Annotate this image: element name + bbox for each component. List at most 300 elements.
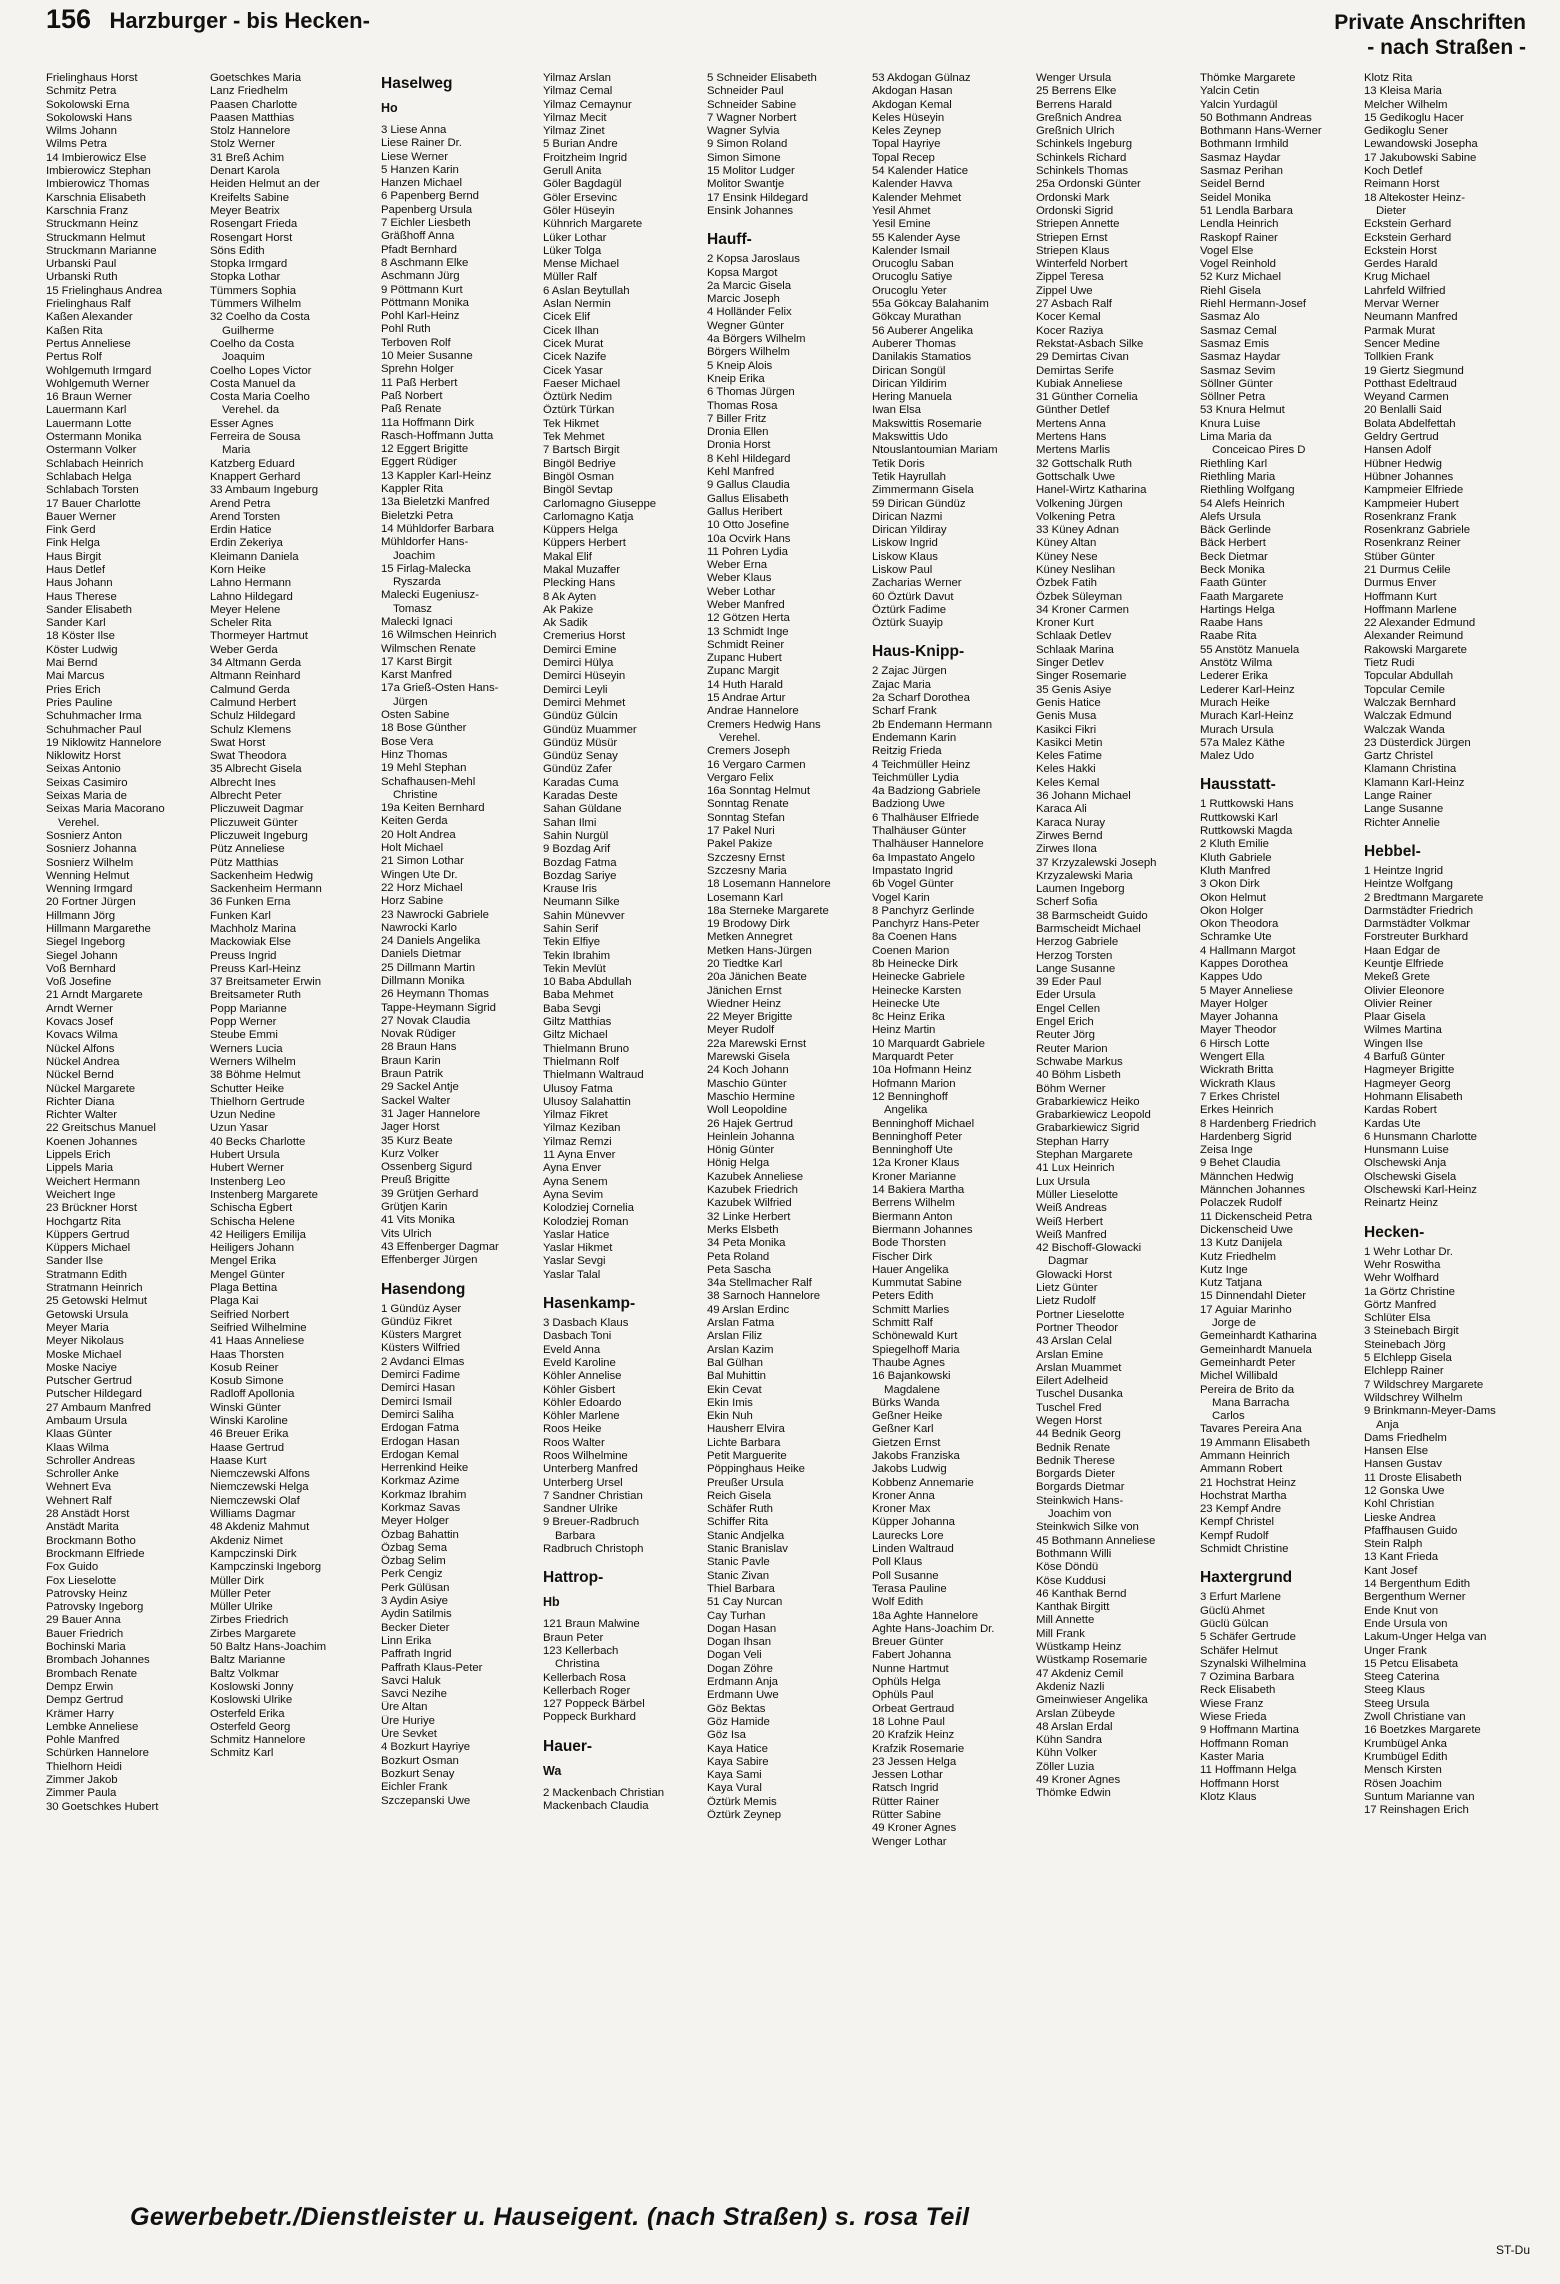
directory-entry: Lederer Erika [1200,670,1268,683]
directory-entry: Krumbügel Edith [1364,1750,1448,1763]
directory-entry: Sonntag Stefan [707,811,785,824]
directory-entry: Popp Werner [210,1016,277,1029]
directory-entry: Thiel Barbara [707,1582,775,1595]
directory-column [381,72,535,2182]
directory-entry: Schmitt Ralf [872,1317,933,1330]
directory-column [46,72,200,2182]
directory-entry: Kosub Reiner [210,1361,279,1374]
directory-entry: 14 Imbierowicz Else [46,151,147,164]
directory-entry: Arslan Kazim [707,1343,774,1356]
directory-entry: Wenger Lothar [872,1835,947,1848]
directory-entry: Eckstein Gerhard [1364,218,1452,231]
directory-entry: Jakobs Franziska [872,1449,960,1462]
directory-entry: Jakobs Ludwig [872,1463,947,1476]
footer-note: Gewerbebetr./Dienstleister u. Hauseigent. (nach Straßen) s. rosa Teil [130,2203,970,2231]
directory-entry: Wenning Irmgard [46,883,133,896]
directory-entry: 22a Marewski Ernst [707,1037,807,1050]
directory-entry: 19a Keiten Bernhard [381,802,485,815]
directory-entry: Poll Susanne [872,1569,939,1582]
directory-entry: 49 Arslan Erdinc [707,1303,790,1316]
directory-entry: Heinecke Gabriele [872,971,965,984]
directory-entry: Kardas Ute [1364,1117,1421,1130]
directory-entry: Seixas Maria Macorano [46,803,165,816]
directory-entry: Bednik Renate [1036,1441,1111,1454]
directory-entry: Braun Patrik [381,1068,444,1081]
directory-entry: Savci Nezihe [381,1688,447,1701]
directory-entry: 14 Mühldorfer Barbara [381,522,494,535]
directory-entry: Ak Pakize [543,603,594,616]
directory-entry: 39 Eder Paul [1036,976,1102,989]
directory-entry: Erdogan Kemal [381,1448,459,1461]
directory-entry: 17 Pakel Nuri [707,825,775,838]
directory-entry: Schischa Egbert [210,1202,293,1215]
directory-entry: 19 Mehl Stephan [381,762,467,775]
directory-entry: Kühnrich Margarete [543,218,643,231]
directory-entry: Krafzik Rosemarie [872,1742,965,1755]
directory-entry: Paffrath Ingrid [381,1648,452,1661]
directory-entry: Dirican Songül [872,364,946,377]
directory-entry: Makal Muzaffer [543,563,620,576]
entry-continuation: Barbara [555,1529,596,1542]
directory-entry: Struckmann Marianne [46,244,157,257]
directory-entry: 59 Dirican Gündüz [872,497,966,510]
directory-entry: Eveld Anna [543,1343,601,1356]
directory-entry: Grabarkiewicz Sigrid [1036,1122,1140,1135]
directory-entry: Cay Turhan [707,1609,766,1622]
directory-entry: Wagner Sylvia [707,125,780,138]
directory-entry: Keles Hakki [1036,763,1096,776]
directory-entry: Makswittis Rosemarie [872,417,982,430]
directory-entry: Thaube Agnes [872,1356,945,1369]
directory-entry: Funken Karl [210,909,271,922]
entry-continuation: Jürgen [393,695,428,708]
directory-entry: Arslan Fatma [707,1317,775,1330]
directory-entry: Hauer Angelika [872,1263,949,1276]
directory-entry: Kardas Robert [1364,1104,1437,1117]
directory-entry: Tollkien Frank [1364,351,1434,364]
directory-entry: Singer Rosemarie [1036,670,1127,683]
street-heading: Haselweg [381,75,453,92]
directory-entry: Lauermann Karl [46,404,127,417]
directory-entry: Engel Erich [1036,1016,1094,1029]
directory-entry: Unterberg Ursel [543,1476,623,1489]
directory-entry: Bal Gülhan [707,1356,763,1369]
directory-entry: Haan Edgar de [1364,944,1440,957]
entry-continuation: Tomasz [393,602,432,615]
directory-entry: Werners Wilhelm [210,1055,296,1068]
directory-entry: Gmeinwieser Angelika [1036,1694,1148,1707]
directory-entry: Kalender Ismail [872,244,950,257]
directory-entry: Herzog Gabriele [1036,936,1119,949]
directory-entry: Bürks Wanda [872,1396,940,1409]
directory-entry: Sander Ilse [46,1255,104,1268]
directory-entry: Biermann Anton [872,1210,953,1223]
directory-entry: Sander Karl [46,617,106,630]
directory-entry: 55a Gökcay Balahanim [872,298,989,311]
directory-entry: Osterfeld Erika [210,1707,285,1720]
directory-entry: 21 Durmus Cełile [1364,563,1451,576]
directory-entry: Ensink Johannes [707,204,794,217]
directory-entry: Liskow Paul [872,563,933,576]
directory-entry: Kluth Manfred [1200,864,1271,877]
directory-entry: 7 Bartsch Birgit [543,444,620,457]
directory-entry: Köhler Gisbert [543,1383,616,1396]
directory-entry: 2 Kluth Emilie [1200,838,1269,851]
directory-entry: 20 Krafzik Heinz [872,1729,955,1742]
directory-entry: Bingöl Sevtap [543,484,613,497]
directory-entry: Richter Diana [46,1095,115,1108]
directory-entry: 12 Gonska Uwe [1364,1484,1445,1497]
directory-entry: 5 Mayer Anneliese [1200,984,1293,997]
directory-entry: 7 Biller Fritz [707,412,767,425]
directory-entry: Marewski Gisela [707,1051,790,1064]
directory-entry: Mertens Marlis [1036,444,1110,457]
directory-entry: Ossenberg Sigurd [381,1161,473,1174]
directory-entry: 121 Braun Malwine [543,1618,640,1631]
directory-entry: 35 Kurz Beate [381,1134,453,1147]
directory-entry: Rakowski Margarete [1364,643,1467,656]
directory-entry: 4 Bozkurt Hayriye [381,1741,471,1754]
directory-entry: 11 Dickenscheid Petra [1200,1210,1313,1223]
directory-entry: Auberer Thomas [872,337,956,350]
directory-entry: Costa Manuel da [210,377,296,390]
directory-entry: 15 Dinnendahl Dieter [1200,1290,1307,1303]
directory-entry: 6b Vogel Günter [872,878,954,891]
directory-entry: Weber Lothar [707,585,776,598]
directory-entry: Katzberg Eduard [210,457,295,470]
directory-entry: Kroner Kurt [1036,617,1094,630]
directory-entry: Arend Torsten [210,510,281,523]
directory-entry: Steeg Ursula [1364,1697,1430,1710]
directory-entry: Lippels Maria [46,1162,114,1175]
directory-entry: Lietz Günter [1036,1282,1098,1295]
directory-entry: Kreifelts Sabine [210,191,289,204]
directory-entry: Nückel Alfons [46,1042,115,1055]
directory-entry: Reich Gisela [707,1489,771,1502]
directory-entry: Hübner Hedwig [1364,457,1442,470]
directory-entry: Demirci Leyli [543,683,608,696]
directory-entry: 16 Vergaro Carmen [707,758,806,771]
directory-entry: Fabert Johanna [872,1649,952,1662]
directory-entry: Topal Hayriye [872,138,941,151]
directory-entry: Faath Margarete [1200,590,1284,603]
directory-entry: Arslan Muammet [1036,1361,1122,1374]
directory-entry: 23 Nawrocki Gabriele [381,908,489,921]
directory-entry: Kaya Sami [707,1769,762,1782]
directory-entry: Mervar Werner [1364,298,1440,311]
directory-entry: Hillmann Margarethe [46,923,151,935]
directory-entry: Giltz Matthias [543,1016,612,1029]
directory-entry: 10 Baba Abdullah [543,976,632,989]
directory-entry: 38 Sarnoch Hannelore [707,1290,820,1303]
directory-entry: Stanic Pavle [707,1556,770,1569]
directory-entry: Yalcin Yurdagül [1200,98,1278,111]
directory-entry: Köster Ludwig [46,643,118,656]
directory-entry: Kazubek Anneliese [707,1170,804,1183]
directory-entry: Ambaum Ursula [46,1414,128,1427]
directory-entry: Özbag Selim [381,1555,446,1568]
directory-entry: 35 Albrecht Gisela [210,763,302,776]
directory-entry: Ophüls Helga [872,1676,941,1689]
directory-entry: Zeisa Inge [1200,1144,1253,1157]
entry-continuation: Verehel. [58,816,100,829]
directory-entry: Mertens Hans [1036,431,1107,444]
directory-entry: Zimmer Jakob [46,1774,118,1786]
directory-entry: Pereira de Brito da [1200,1383,1295,1396]
directory-entry: Kutz Tatjana [1200,1277,1262,1290]
directory-entry: Szczesny Maria [707,864,787,877]
district-code: Ho [381,101,398,115]
directory-entry: Uzun Nedine [210,1109,276,1122]
directory-entry: Aydin Satilmis [381,1608,452,1621]
directory-entry: Lederer Karl-Heinz [1200,683,1295,696]
directory-entry: 43 Arslan Celal [1036,1335,1112,1348]
directory-entry: Öztürk Türkan [543,404,615,417]
directory-entry: 60 Öztürk Davut [872,590,954,603]
directory-entry: Ammann Robert [1200,1463,1283,1476]
directory-entry: Hoffmann Horst [1200,1777,1279,1790]
directory-entry: Pohl Ruth [381,323,431,336]
header-left [46,4,370,35]
directory-entry: Gartz Christel [1364,750,1433,763]
directory-entry: Pütz Matthias [210,856,279,869]
directory-entry: Gemeinhardt Peter [1200,1356,1296,1369]
directory-entry: Thormeyer Hartmut [210,630,308,643]
directory-entry: Endemann Karin [872,731,957,744]
directory-entry: Zajac Maria [872,678,931,691]
directory-entry: 22 Alexander Edmund [1364,617,1476,630]
directory-entry: 49 Kroner Agnes [1036,1774,1121,1786]
directory-entry: 34a Stellmacher Ralf [707,1277,812,1290]
directory-entry: 8 Hardenberg Friedrich [1200,1117,1317,1130]
directory-entry: 2 Mackenbach Christian [543,1786,665,1799]
directory-entry: 4 Holländer Felix [707,306,792,319]
directory-entry: Stüber Günter [1364,550,1435,563]
directory-entry: 2b Endemann Hermann [872,718,992,731]
directory-entry: Lahrfeld Wilfried [1364,284,1446,297]
directory-entry: Lewandowski Josepha [1364,138,1478,151]
directory-entry: Rosengart Horst [210,231,293,244]
directory-entry: Erdin Hatice [210,524,272,537]
directory-entry: Wehnert Eva [46,1481,112,1494]
directory-entry: Plaga Kai [210,1295,259,1308]
directory-entry: Steinkwich Hans- [1036,1494,1124,1507]
directory-entry: 1 Heintze Ingrid [1364,864,1443,877]
directory-entry: Rosenkranz Frank [1364,510,1457,523]
directory-entry: Osterfeld Georg [210,1720,291,1733]
directory-entry: Müller Lieselotte [1036,1188,1119,1201]
directory-entry: 53 Knura Helmut [1200,404,1285,417]
directory-entry: Tavares Pereira Ana [1200,1423,1302,1436]
directory-entry: 14 Bergenthum Edith [1364,1578,1471,1591]
directory-entry: Froitzheim Ingrid [543,151,627,164]
directory-entry: Demirci Hülya [543,657,614,670]
directory-entry: Schönewald Kurt [872,1330,958,1343]
directory-entry: Paß Norbert [381,389,443,402]
directory-entry: Bozdag Sariye [543,869,617,882]
directory-entry: Ntouslantoumian Mariam [872,444,998,457]
directory-entry: Lieske Andrea [1364,1511,1436,1524]
directory-entry: Thielmann Rolf [543,1055,619,1068]
directory-entry: 44 Bednik Georg [1036,1428,1121,1441]
directory-entry: Orucoglu Yeter [872,284,947,297]
directory-entry: Kluth Gabriele [1200,851,1272,864]
directory-entry: Brombach Renate [46,1667,138,1680]
entry-continuation: Conceicao Pires D [1212,444,1306,457]
directory-entry: Wehr Roswitha [1364,1258,1441,1271]
directory-entry: Mensch Kirsten [1364,1764,1442,1777]
directory-entry: 40 Becks Charlotte [210,1135,306,1148]
street-heading: Hattrop- [543,1569,604,1587]
directory-entry: Hochstrat Martha [1200,1489,1287,1502]
directory-entry: Stanic Branislav [707,1543,788,1556]
directory-entry: 11a Hoffmann Dirk [381,416,475,429]
street-heading: Hecken- [1364,1223,1425,1241]
directory-entry: Walczak Bernhard [1364,696,1456,709]
directory-entry: Bose Vera [381,735,434,748]
directory-entry: Mengel Günter [210,1268,285,1281]
directory-entry: Hanel-Wirtz Katharina [1036,484,1147,497]
directory-entry: Demirci Hüseyin [543,670,626,683]
directory-entry: Niemczewski Alfons [210,1468,310,1481]
directory-entry: Wickrath Britta [1200,1064,1274,1077]
directory-entry: Orucoglu Saban [872,258,954,271]
directory-entry: Greßnich Andrea [1036,111,1122,124]
directory-entry: Pfadt Bernhard [381,243,457,256]
directory-entry: 20a Jänichen Beate [707,971,807,984]
directory-entry: 29 Demirtas Civan [1036,351,1129,364]
directory-entry: Spiegelhoff Maria [872,1343,960,1356]
directory-entry: Steinkwich Silke von [1036,1521,1139,1534]
directory-entry: 46 Breuer Erika [210,1428,289,1441]
directory-entry: Wilmes Martina [1364,1024,1442,1037]
directory-entry: Kopsa Margot [707,266,778,279]
directory-entry: Güclü Gülcan [1200,1617,1269,1630]
directory-entry: Meyer Maria [46,1321,109,1334]
directory-entry: Albrecht Ines [210,776,276,789]
directory-entry: Peters Edith [872,1290,934,1303]
directory-entry: Niklowitz Horst [46,750,121,763]
directory-entry: Karaca Ali [1036,803,1087,816]
directory-entry: 18 Losemann Hannelore [707,878,831,891]
directory-entry: Alexander Reimund [1364,630,1464,643]
directory-entry: Schneider Sabine [707,98,797,111]
directory-entry: 49 Kroner Agnes [872,1822,957,1835]
directory-entry: Kaya Sabire [707,1755,769,1768]
directory-entry: Pohl Karl-Heinz [381,310,460,323]
directory-entry: Calmund Herbert [210,696,296,709]
directory-entry: 21 Hochstrat Heinz [1200,1476,1296,1489]
directory-entry: Bauer Friedrich [46,1627,124,1640]
directory-entry: Mill Annette [1036,1614,1095,1627]
directory-entry: Pohle Manfred [46,1734,120,1747]
directory-entry: Arend Petra [210,497,271,510]
directory-entry: Preuß Brigitte [381,1174,450,1187]
district-code: Wa [543,1763,562,1778]
directory-entry: Ordonski Mark [1036,191,1110,204]
directory-entry: Andrae Hannelore [707,705,799,718]
directory-entry: 2 Kopsa Jaroslaus [707,253,800,266]
directory-entry: 7 Eichler Liesbeth [381,217,471,230]
directory-entry: Geldry Gertrud [1364,431,1439,444]
directory-entry: Sosnierz Johanna [46,843,137,856]
directory-entry: Steeg Klaus [1364,1684,1425,1697]
directory-entry: 1 Ruttkowski Hans [1200,798,1294,811]
directory-entry: Rosengart Frieda [210,218,298,231]
directory-entry: Giltz Michael [543,1029,608,1042]
directory-entry: 9 Gallus Claudia [707,479,790,492]
directory-entry: Kampmeier Hubert [1364,497,1459,510]
directory-entry: Voß Josefine [46,976,112,989]
directory-entry: Hansen Else [1364,1445,1429,1458]
directory-entry: Kovacs Josef [46,1016,114,1029]
directory-entry: Schiffer Rita [707,1516,769,1529]
directory-entry: Scharf Frank [872,705,937,718]
directory-entry: Papenberg Ursula [381,203,473,216]
directory-entry: Schlaak Detlev [1036,630,1112,643]
directory-entry: 2 Zajac Jürgen [872,665,947,678]
directory-entry: 11 Pohren Lydia [707,545,788,558]
directory-entry: Keiten Gerda [381,815,448,828]
directory-entry: Göler Bagdagül [543,178,622,191]
directory-entry: 6 Hirsch Lotte [1200,1037,1270,1050]
directory-entry: Dirican Nazmi [872,510,943,523]
directory-entry: Eggert Rüdiger [381,456,457,469]
directory-entry: Yilmaz Zinet [543,125,605,138]
directory-entry: Stephan Harry [1036,1135,1109,1148]
directory-entry: Gündüz Zafer [543,763,613,776]
directory-entry: 20 Tiedtke Karl [707,958,783,970]
directory-entry: Weiß Manfred [1036,1228,1107,1241]
directory-entry: Panchyrz Hans-Peter [872,918,980,931]
directory-entry: Becker Dieter [381,1621,450,1634]
directory-entry: Rasch-Hoffmann Jutta [381,429,494,442]
directory-entry: Durmus Enver [1364,577,1437,590]
directory-entry: Impastato Ingrid [872,864,953,877]
directory-entry: 9 Brinkmann-Meyer-Dams [1364,1405,1496,1418]
directory-entry: 34 Altmann Gerda [210,657,302,670]
directory-entry: 12 Benninghoff [872,1090,948,1103]
directory-entry: Hansen Adolf [1364,444,1432,457]
directory-entry: Grütjen Karin [381,1201,448,1214]
directory-entry: Cicek Murat [543,337,604,350]
directory-entry: Hönig Günter [707,1144,775,1157]
directory-entry: Gerdes Harald [1364,258,1438,271]
directory-entry: Poll Klaus [872,1556,923,1569]
directory-entry: Olivier Eleonore [1364,984,1445,997]
directory-entry: Winterfeld Norbert [1036,258,1128,271]
directory-entry: Schroller Andreas [46,1454,136,1467]
directory-entry: Eilert Adelheid [1036,1375,1109,1388]
directory-entry: Dogan Hasan [707,1622,777,1635]
directory-entry: Brockmann Botho [46,1534,136,1547]
directory-entry: Paffrath Klaus-Peter [381,1661,483,1674]
directory-entry: Göler Ersevinc [543,191,617,204]
directory-entry: Preuss Ingrid [210,949,277,962]
directory-entry: Hohmann Elisabeth [1364,1090,1463,1103]
directory-entry: Mense Michael [543,258,619,271]
directory-entry: Ophüls Paul [872,1689,934,1702]
directory-entry: Lüker Tolga [543,244,602,257]
directory-entry: 36 Johann Michael [1036,790,1131,803]
directory-entry: Baltz Volkmar [210,1667,279,1680]
directory-entry: 3 Steinebach Birgit [1364,1325,1459,1338]
directory-entry: 55 Anstötz Manuela [1200,643,1300,656]
directory-entry: Kroner Anna [872,1489,935,1502]
directory-entry: Paasen Matthias [210,111,295,124]
directory-entry: Sasmaz Emis [1200,337,1270,350]
directory-entry: Wüstkamp Rosemarie [1036,1654,1148,1667]
